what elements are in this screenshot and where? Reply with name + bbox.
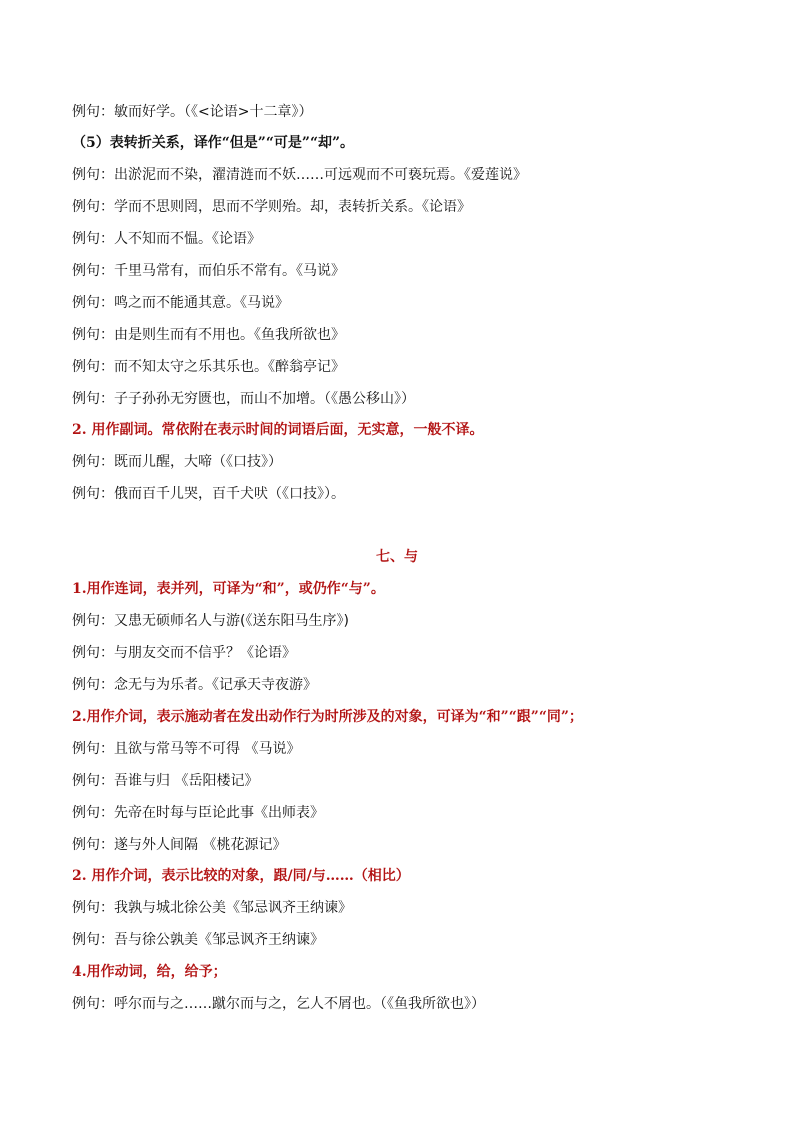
example-line: 例句：俄而百千儿哭，百千犬吠（《口技》）。	[72, 486, 345, 502]
example-line: 例句：遂与外人间隔 《桃花源记》	[72, 837, 287, 853]
section-subheading: 1.用作连词，表并列，可译为“和”，或仍作“与”。	[72, 581, 385, 597]
example-line: 例句：千里马常有，而伯乐不常有。《马说》	[72, 263, 345, 279]
example-line: 例句：念无与为乐者。《记承天寺夜游》	[72, 677, 317, 693]
section-subheading: 4.用作动词，给，给予；	[72, 964, 227, 980]
section-subheading: 2.用作介词，表示施动者在发出动作行为时所涉及的对象，可译为“和”“跟”“同”；	[72, 709, 583, 725]
example-line: 例句：人不知而不愠。《论语》	[72, 231, 261, 247]
example-line: 例句：呼尔而与之……蹴尔而与之，乞人不屑也。（《鱼我所欲也》）	[72, 996, 485, 1012]
example-line: 例句：既而儿醒，大啼（《口技》）	[72, 454, 282, 470]
example-line: 例句：吾谁与归 《岳阳楼记》	[72, 773, 259, 789]
example-line: 例句：出淤泥而不染，濯清涟而不妖……可远观而不可亵玩焉。《爱莲说》	[72, 167, 527, 183]
example-line: 例句：且欲与常马等不可得 《马说》	[72, 741, 301, 757]
example-line: 例句：敏而好学。（《<论语>十二章》）	[72, 104, 313, 120]
section-subheading: 2. 用作副词。常依附在表示时间的词语后面，无实意，一般不译。	[72, 422, 484, 438]
example-line: 例句：学而不思则罔，思而不学则殆。却，表转折关系。《论语》	[72, 199, 471, 215]
example-line: 例句：又患无硕师名人与游(《送东阳马生序》)	[72, 613, 349, 629]
example-line: 例句：鸣之而不能通其意。《马说》	[72, 295, 289, 311]
section-subheading: 2. 用作介词，表示比较的对象，跟/同/与……（相比）	[72, 868, 410, 884]
example-line: 例句：而不知太守之乐其乐也。《醉翁亭记》	[72, 359, 345, 375]
section-subheading: （5）表转折关系，译作“但是”“可是”“却”。	[72, 135, 355, 151]
section-title: 七、与	[376, 549, 418, 565]
example-line: 例句：吾与徐公孰美《邹忌讽齐王纳谏》	[72, 932, 324, 948]
example-line: 例句：先帝在时每与臣论此事《出师表》	[72, 805, 324, 821]
example-line: 例句：由是则生而有不用也。《鱼我所欲也》	[72, 327, 345, 343]
example-line: 例句：子子孙孙无穷匮也，而山不加增。（《愚公移山》）	[72, 391, 415, 407]
example-line: 例句：我孰与城北徐公美《邹忌讽齐王纳谏》	[72, 900, 352, 916]
example-line: 例句：与朋友交而不信乎？《论语》	[72, 645, 296, 661]
